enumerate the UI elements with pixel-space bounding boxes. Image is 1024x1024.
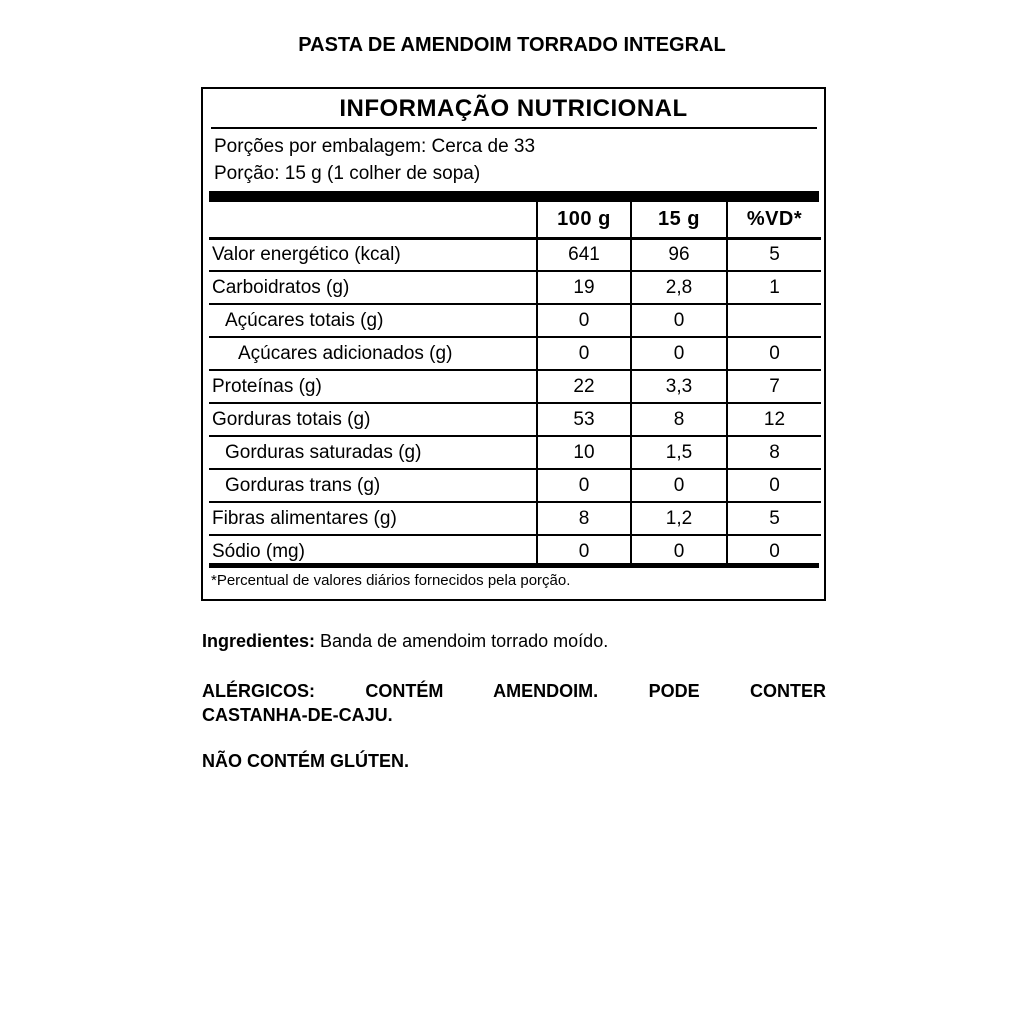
value-per-15g: 0: [631, 535, 727, 568]
value-per-100g: 8: [537, 502, 631, 535]
value-per-15g: 96: [631, 238, 727, 271]
value-dv: 0: [727, 337, 821, 370]
value-per-100g: 0: [537, 469, 631, 502]
row-label: Carboidratos (g): [209, 271, 537, 304]
table-header-row: [209, 202, 821, 238]
value-dv: 12: [727, 403, 821, 436]
row-label: Gorduras totais (g): [209, 403, 537, 436]
row-label: Gorduras trans (g): [209, 469, 537, 502]
row-label: Sódio (mg): [212, 541, 305, 562]
row-label: Proteínas (g): [209, 370, 537, 403]
value-dv: 5: [727, 502, 821, 535]
ingredients-text: Banda de amendoim torrado moído.: [315, 631, 609, 651]
ingredients-label: Ingredientes:: [202, 631, 316, 651]
table-row: [209, 403, 821, 436]
servings-per-package: Porções por embalagem: Cerca de 33: [214, 136, 536, 157]
row-label: Fibras alimentares (g): [209, 502, 537, 535]
table-row: [209, 304, 821, 337]
allergens-line-2: CASTANHA-DE-CAJU.: [202, 705, 393, 725]
thick-divider: [209, 191, 819, 202]
header-daily-value: %VD*: [727, 202, 821, 238]
heading-divider: [211, 127, 817, 129]
table-row: [209, 271, 821, 304]
value-per-15g: 0: [631, 337, 727, 370]
value-dv: 8: [727, 436, 821, 469]
serving-size: Porção: 15 g (1 colher de sopa): [214, 163, 481, 184]
gluten-notice: NÃO CONTÉM GLÚTEN.: [202, 751, 409, 771]
row-label: Valor energético (kcal): [209, 238, 537, 271]
value-per-15g: 2,8: [631, 271, 727, 304]
value-dv: 5: [727, 238, 821, 271]
allergens-statement: [202, 679, 826, 727]
nutrition-facts-panel: [201, 87, 826, 601]
value-dv: 0: [727, 535, 821, 568]
row-label: Açúcares totais (g): [209, 304, 537, 337]
table-row: [209, 502, 821, 535]
allergens-line-1: ALÉRGICOS: CONTÉM AMENDOIM. PODE CONTER: [202, 681, 826, 701]
value-per-100g: 53: [537, 403, 631, 436]
value-per-100g: 641: [537, 238, 631, 271]
nutrition-table: [209, 202, 821, 568]
value-per-100g: 22: [537, 370, 631, 403]
value-per-15g: 1,2: [631, 502, 727, 535]
value-per-15g: 8: [631, 403, 727, 436]
product-title: PASTA DE AMENDOIM TORRADO INTEGRAL: [298, 34, 726, 56]
value-dv: [727, 304, 821, 337]
value-per-15g: 0: [631, 469, 727, 502]
footnote: *Percentual de valores diários fornecidos pela porção.: [211, 572, 571, 589]
value-per-100g: 10: [537, 436, 631, 469]
value-dv: 0: [727, 469, 821, 502]
value-per-100g: 19: [537, 271, 631, 304]
bottom-divider: [209, 563, 819, 568]
header-per-15g: 15 g: [631, 202, 727, 238]
table-row: [209, 337, 821, 370]
header-per-100g: 100 g: [537, 202, 631, 238]
value-per-15g: 1,5: [631, 436, 727, 469]
value-dv: 1: [727, 271, 821, 304]
table-row: [209, 469, 821, 502]
value-dv: 7: [727, 370, 821, 403]
value-per-15g: 0: [631, 304, 727, 337]
value-per-100g: 0: [537, 337, 631, 370]
row-label: Gorduras saturadas (g): [209, 436, 537, 469]
nutrition-heading: INFORMAÇÃO NUTRICIONAL: [339, 95, 688, 122]
value-per-100g: 0: [537, 304, 631, 337]
table-row: [209, 370, 821, 403]
row-label: Açúcares adicionados (g): [209, 337, 537, 370]
value-per-100g: 0: [537, 535, 631, 568]
table-row: [209, 238, 821, 271]
ingredients-statement: [202, 631, 608, 652]
value-per-15g: 3,3: [631, 370, 727, 403]
table-row: [209, 436, 821, 469]
header-blank: [209, 202, 537, 238]
